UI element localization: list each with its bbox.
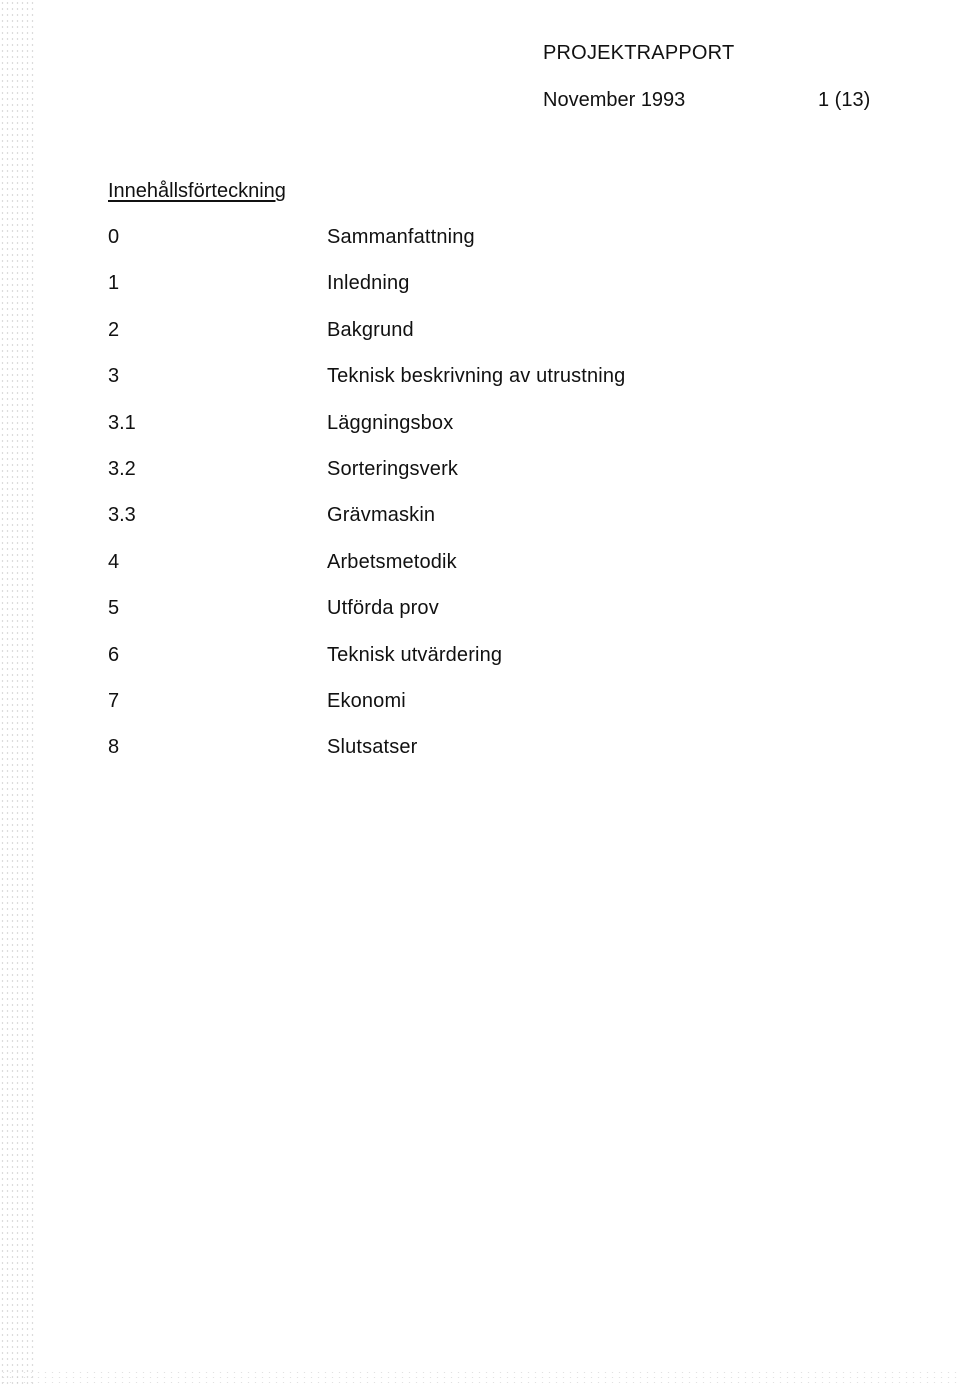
table-of-contents-heading: Innehållsförteckning [108, 180, 286, 202]
table-of-contents-list [108, 226, 808, 783]
scan-noise-left-edge [0, 0, 34, 1384]
toc-entry-number: 3.3 [108, 504, 136, 527]
toc-entry [108, 226, 808, 272]
toc-entry [108, 597, 808, 643]
toc-entry-title: Grävmaskin [327, 504, 436, 527]
report-date: November 1993 [543, 89, 686, 111]
report-type-title: PROJEKTRAPPORT [543, 42, 735, 64]
toc-entry [108, 736, 808, 782]
toc-entry-number: 4 [108, 550, 120, 573]
toc-entry-title: Teknisk beskrivning av utrustning [327, 365, 626, 388]
toc-entry [108, 365, 808, 411]
toc-entry-number: 8 [108, 736, 120, 759]
toc-entry-number: 1 [108, 272, 120, 295]
toc-entry-number: 7 [108, 689, 120, 712]
toc-entry-title: Ekonomi [327, 689, 406, 712]
toc-entry [108, 644, 808, 690]
toc-entry-title: Arbetsmetodik [327, 550, 457, 573]
toc-entry [108, 458, 808, 504]
toc-entry-title: Inledning [327, 272, 410, 295]
toc-entry-title: Teknisk utvärdering [327, 643, 503, 666]
toc-entry-number: 6 [108, 643, 120, 666]
toc-entry [108, 412, 808, 458]
toc-entry-number: 2 [108, 318, 120, 341]
toc-entry-title: Slutsatser [327, 736, 418, 759]
toc-entry-title: Läggningsbox [327, 411, 454, 434]
toc-entry [108, 319, 808, 365]
toc-entry-number: 3.2 [108, 457, 136, 480]
toc-entry [108, 504, 808, 550]
toc-entry-number: 0 [108, 226, 120, 248]
scan-noise-bottom-edge [0, 1370, 960, 1384]
toc-entry-number: 5 [108, 597, 120, 620]
toc-entry-title: Utförda prov [327, 597, 439, 620]
toc-entry [108, 272, 808, 318]
page-number: 1 (13) [818, 89, 871, 111]
toc-entry-title: Bakgrund [327, 318, 414, 341]
toc-entry-title: Sorteringsverk [327, 457, 459, 480]
toc-entry-number: 3 [108, 365, 120, 388]
toc-entry-number: 3.1 [108, 411, 136, 434]
toc-entry [108, 551, 808, 597]
toc-entry [108, 690, 808, 736]
toc-entry-title: Sammanfattning [327, 226, 475, 248]
